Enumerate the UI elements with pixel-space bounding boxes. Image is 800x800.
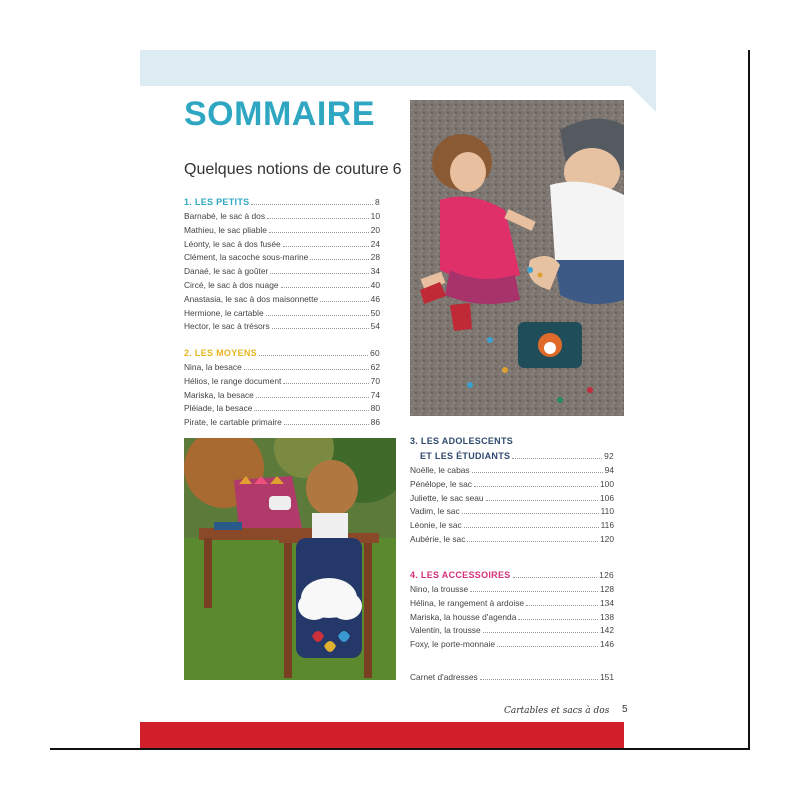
page-title: SOMMAIRE [184, 95, 375, 133]
toc-page: 74 [370, 389, 380, 400]
section-heading-1 [184, 195, 380, 207]
toc-label: Pirate, le cartable primaire [184, 417, 282, 428]
toc-entry [184, 237, 380, 249]
toc-page: 146 [600, 639, 614, 650]
section-heading-label: 4. LES ACCESSOIRES [410, 570, 511, 580]
toc-entry [184, 306, 380, 318]
top-band [140, 50, 656, 86]
toc-page: 20 [370, 224, 380, 235]
toc-page: 10 [370, 211, 380, 221]
toc-label: Hélina, le rangement à ardoise [410, 597, 525, 608]
frame-right-border [748, 50, 750, 750]
section-heading-label: ET LES ÉTUDIANTS [420, 451, 511, 461]
footer-page-number: 5 [622, 704, 628, 715]
toc-page: 28 [370, 252, 380, 263]
page-fold-corner [630, 86, 656, 112]
toc-entry [184, 319, 380, 331]
toc-entry [410, 491, 614, 503]
book-page [140, 50, 656, 748]
toc-entry [184, 360, 380, 372]
toc-entry [184, 209, 380, 221]
toc-intro [184, 161, 402, 179]
toc-entry [184, 374, 380, 386]
toc-page: 54 [370, 321, 380, 332]
toc-entry [184, 223, 380, 235]
section-heading-page: 8 [375, 197, 380, 207]
toc-page: 24 [370, 238, 380, 249]
toc-label: Danaé, le sac à goûter [184, 266, 269, 277]
toc-page: 134 [600, 597, 614, 608]
toc-page: 80 [370, 403, 380, 414]
toc-label: Circé, le sac à dos nuage [184, 280, 279, 290]
toc-entry [410, 463, 614, 475]
toc-page: 62 [370, 362, 380, 372]
toc-page: 106 [600, 492, 614, 503]
toc-outro [410, 670, 614, 682]
toc-label: Mariska, la besace [184, 389, 254, 400]
toc-entry [410, 518, 614, 530]
toc-page: 86 [370, 417, 380, 428]
section-heading-3-line1: 3. LES ADOLESCENTS [410, 436, 514, 446]
toc-entry [410, 532, 614, 544]
toc-page: 46 [370, 293, 380, 304]
toc-entry [410, 582, 614, 594]
toc-page: 138 [600, 611, 614, 622]
toc-label: Hector, le sac à trésors [184, 321, 270, 332]
toc-label: Nino, la trousse [410, 584, 469, 594]
toc-entry [184, 264, 380, 276]
toc-label: Aubérie, le sac [410, 534, 466, 544]
toc-page: 34 [370, 266, 380, 277]
toc-label: Nina, la besace [184, 362, 242, 372]
toc-page: 94 [604, 465, 614, 475]
section-heading-label: 1. LES PETITS [184, 197, 250, 207]
toc-label: Anastasia, le sac à dos maisonnette [184, 293, 319, 304]
toc-page: 40 [370, 280, 380, 290]
toc-label: Pénélope, le sac [410, 478, 472, 489]
toc-page: 128 [600, 584, 614, 594]
toc-page: 142 [600, 625, 614, 636]
section-heading-label: 2. LES MOYENS [184, 348, 257, 358]
toc-entry [410, 504, 614, 516]
frame-bottom-border [50, 748, 750, 750]
toc-entry [184, 250, 380, 262]
toc-entry [184, 292, 380, 304]
toc-page: 50 [370, 307, 380, 318]
toc-label: Hélios, le range document [184, 375, 282, 386]
section-heading-4 [410, 568, 614, 580]
toc-label: Hermione, le cartable [184, 307, 264, 318]
footer-band [140, 722, 624, 748]
toc-page: 100 [600, 478, 614, 489]
toc-label: Foxy, le porte-monnaie [410, 639, 496, 650]
section-heading-page: 126 [599, 570, 614, 580]
photo-children-marbles [410, 100, 624, 416]
toc-entry [410, 637, 614, 649]
toc-entry [184, 415, 380, 427]
footer-book-title: Cartables et sacs à dos [504, 706, 610, 716]
toc-page: 151 [600, 672, 614, 682]
toc-entry [410, 477, 614, 489]
toc-label: Léonie, le sac [410, 520, 462, 531]
toc-label: Quelques notions de couture [184, 161, 389, 178]
toc-label: Noëlle, le cabas [410, 465, 470, 475]
toc-label: Mariska, la housse d'agenda [410, 611, 517, 622]
section-heading-page: 60 [370, 348, 380, 358]
toc-label: Léonty, le sac à dos fusée [184, 238, 281, 249]
toc-page: 120 [600, 534, 614, 544]
toc-label: Clément, la sacoche sous-marine [184, 252, 309, 263]
toc-label: Valentin, la trousse [410, 625, 481, 636]
toc-page: 110 [600, 506, 614, 517]
toc-entry [410, 623, 614, 635]
toc-entry [410, 610, 614, 622]
section-heading-3 [420, 449, 614, 461]
toc-label: Carnet d'adresses [410, 672, 478, 682]
toc-label: Vadim, le sac [410, 506, 460, 517]
toc-entry [184, 278, 380, 290]
toc-label: Juliette, le sac seau [410, 492, 484, 503]
toc-page: 6 [392, 161, 402, 178]
toc-label: Pléiade, la besace [184, 403, 253, 414]
toc-entry [184, 388, 380, 400]
toc-label: Mathieu, le sac pliable [184, 224, 267, 235]
section-heading-2 [184, 346, 380, 358]
section-heading-page: 92 [604, 451, 614, 461]
toc-page: 116 [600, 520, 614, 531]
toc-label: Barnabé, le sac à dos [184, 211, 266, 221]
toc-entry [184, 401, 380, 413]
photo-child-backpack [184, 438, 396, 680]
toc-entry [410, 596, 614, 608]
toc-page: 70 [370, 375, 380, 386]
